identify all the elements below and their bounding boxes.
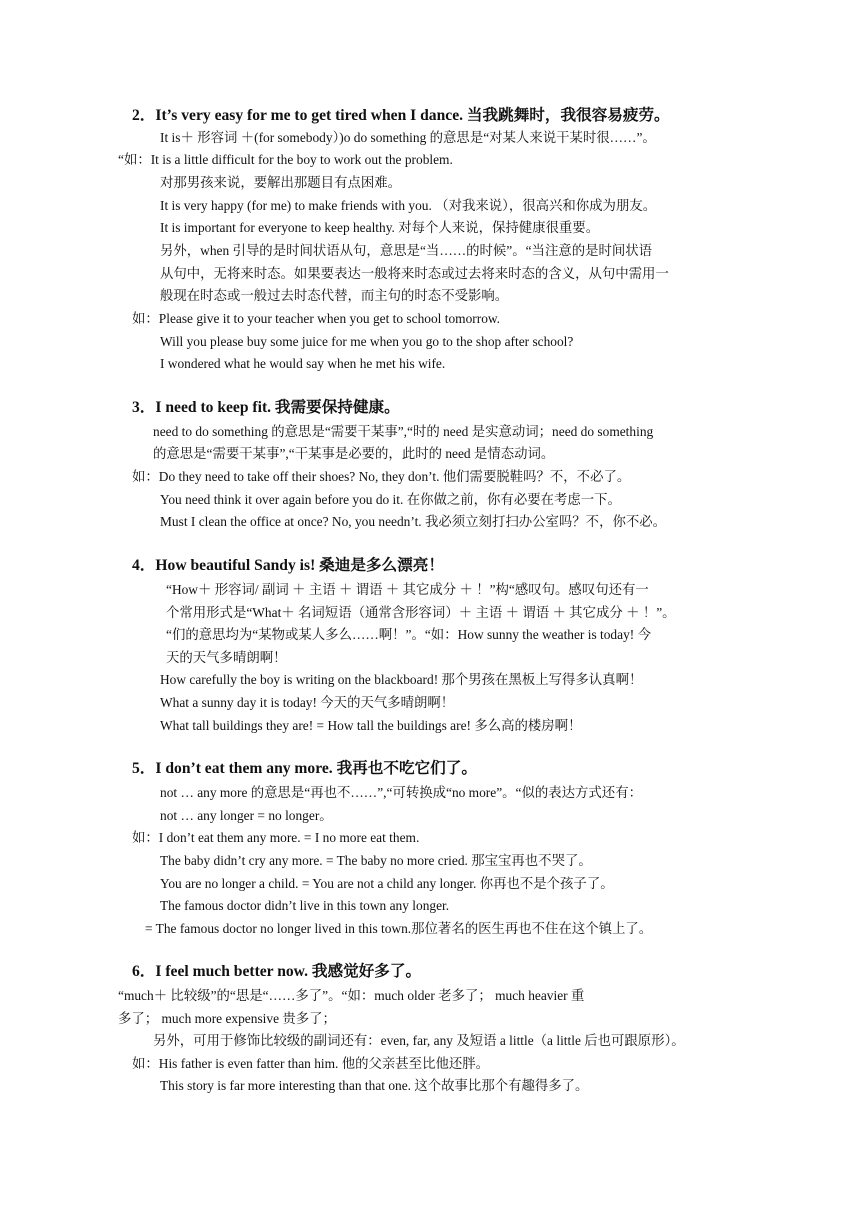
section-2-heading: 2．It’s very easy for me to get tired when I dance. 当我跳舞时，我很容易疲劳。 bbox=[132, 107, 670, 124]
section-5-line: not … any more 的意思是“再也不……”,“可转换成“no more”。“似的表达方式还有： bbox=[160, 785, 642, 800]
section-2-line: 从句中，无将来时态。如果要表达一般将来时态或过去将来时态的含义，从句中需用一 bbox=[160, 266, 669, 281]
section-5-line: = The famous doctor no longer lived in this town.那位著名的医生再也不住在这个镇上了。 bbox=[145, 921, 653, 936]
section-5-line: 如：I don’t eat them any more. = I no more eat them. bbox=[132, 830, 420, 845]
section-2-line: 如：Please give it to your teacher when you get to school tomorrow. bbox=[132, 311, 501, 326]
section-4-line: “How＋ 形容词/ 副词 ＋ 主语 ＋ 谓语 ＋ 其它成分 ＋ ！”构“感叹句。感叹句还有一 bbox=[166, 582, 649, 597]
section-6-line: This story is far more interesting than that one. 这个故事比那个有趣得多了。 bbox=[160, 1078, 589, 1093]
section-4-line: What tall buildings they are! = How tall the buildings are! 多么高的楼房啊！ bbox=[160, 718, 582, 733]
section-2-line: It is＋ 形容词 ＋(for somebody）)o do something 的意思是“对某人来说干某时很……”。 bbox=[160, 130, 656, 145]
section-3-line: need to do something 的意思是“需要干某事”,“时的 need 是实意动词；need do something bbox=[153, 424, 654, 439]
section-6-line: 另外，可用于修饰比较级的副词还有：even, far, any 及短语 a little（a little 后也可跟原形）。 bbox=[153, 1033, 685, 1048]
section-2-line: 对那男孩来说，要解出那题目有点困难。 bbox=[160, 175, 402, 190]
section-2-line: 般现在时态或一般过去时态代替，而主句的时态不受影响。 bbox=[160, 288, 509, 303]
section-5-line: You are no longer a child. = You are not a child any longer. 你再也不是个孩子了。 bbox=[160, 876, 614, 891]
section-4-line: 个常用形式是“What＋ 名词短语（通常含形容词）＋ 主语 ＋ 谓语 ＋ 其它成分 ＋ ！”。 bbox=[166, 605, 676, 620]
section-6-heading: 6．I feel much better now. 我感觉好多了。 bbox=[132, 963, 422, 980]
section-2-line: Will you please buy some juice for me when you go to the shop after school? bbox=[160, 334, 574, 349]
section-4-line: “们的意思均为“某物或某人多么……啊！”。“如：How sunny the weather is today! 今 bbox=[166, 627, 651, 642]
section-2-line: I wondered what he would say when he met his wife. bbox=[160, 356, 446, 371]
section-5-line: The famous doctor didn’t live in this town any longer. bbox=[160, 898, 450, 913]
section-6-line: “much＋ 比较级”的“思是“……多了”。“如：much older 老多了； much heavier 重 bbox=[118, 988, 585, 1003]
section-3-line: 的意思是“需要干某事”,“干某事是必要的，此时的 need 是情态动词。 bbox=[153, 446, 555, 461]
section-5-line: The baby didn’t cry any more. = The baby no more cried. 那宝宝再也不哭了。 bbox=[160, 853, 592, 868]
section-4-line: What a sunny day it is today! 今天的天气多晴朗啊！ bbox=[160, 695, 455, 710]
section-3-heading: 3．I need to keep fit. 我需要保持健康。 bbox=[132, 399, 400, 416]
section-3-line: You need think it over again before you do it. 在你做之前，你有必要在考虑一下。 bbox=[160, 492, 621, 507]
section-5-heading: 5．I don’t eat them any more. 我再也不吃它们了。 bbox=[132, 760, 477, 777]
section-3-line: 如：Do they need to take off their shoes? No, they don’t. 他们需要脱鞋吗？不，不必了。 bbox=[132, 469, 631, 484]
section-4-heading: 4．How beautiful Sandy is! 桑迪是多么漂亮！ bbox=[132, 557, 444, 574]
section-4-line: 天的天气多晴朗啊！ bbox=[166, 650, 287, 665]
section-5-line: not … any longer = no longer。 bbox=[160, 808, 333, 823]
section-2-line: It is important for everyone to keep healthy. 对每个人来说，保持健康很重要。 bbox=[160, 220, 600, 235]
section-3-line: Must I clean the office at once? No, you needn’t. 我必须立刻打扫办公室吗？不，你不必。 bbox=[160, 514, 667, 529]
section-4-line: How carefully the boy is writing on the blackboard! 那个男孩在黑板上写得多认真啊！ bbox=[160, 672, 643, 687]
section-6-line: 多了； much more expensive 贵多了； bbox=[118, 1011, 336, 1026]
section-6-line: 如：His father is even fatter than him. 他的父亲甚至比他还胖。 bbox=[132, 1056, 490, 1071]
section-2-line: “如：It is a little difficult for the boy to work out the problem. bbox=[118, 152, 453, 167]
section-2-line: It is very happy (for me) to make friends with you. （对我来说），很高兴和你成为朋友。 bbox=[160, 198, 657, 213]
section-2-line: 另外，when 引导的是时间状语从句，意思是“当……的时候”。“当注意的是时间状语 bbox=[160, 243, 653, 258]
